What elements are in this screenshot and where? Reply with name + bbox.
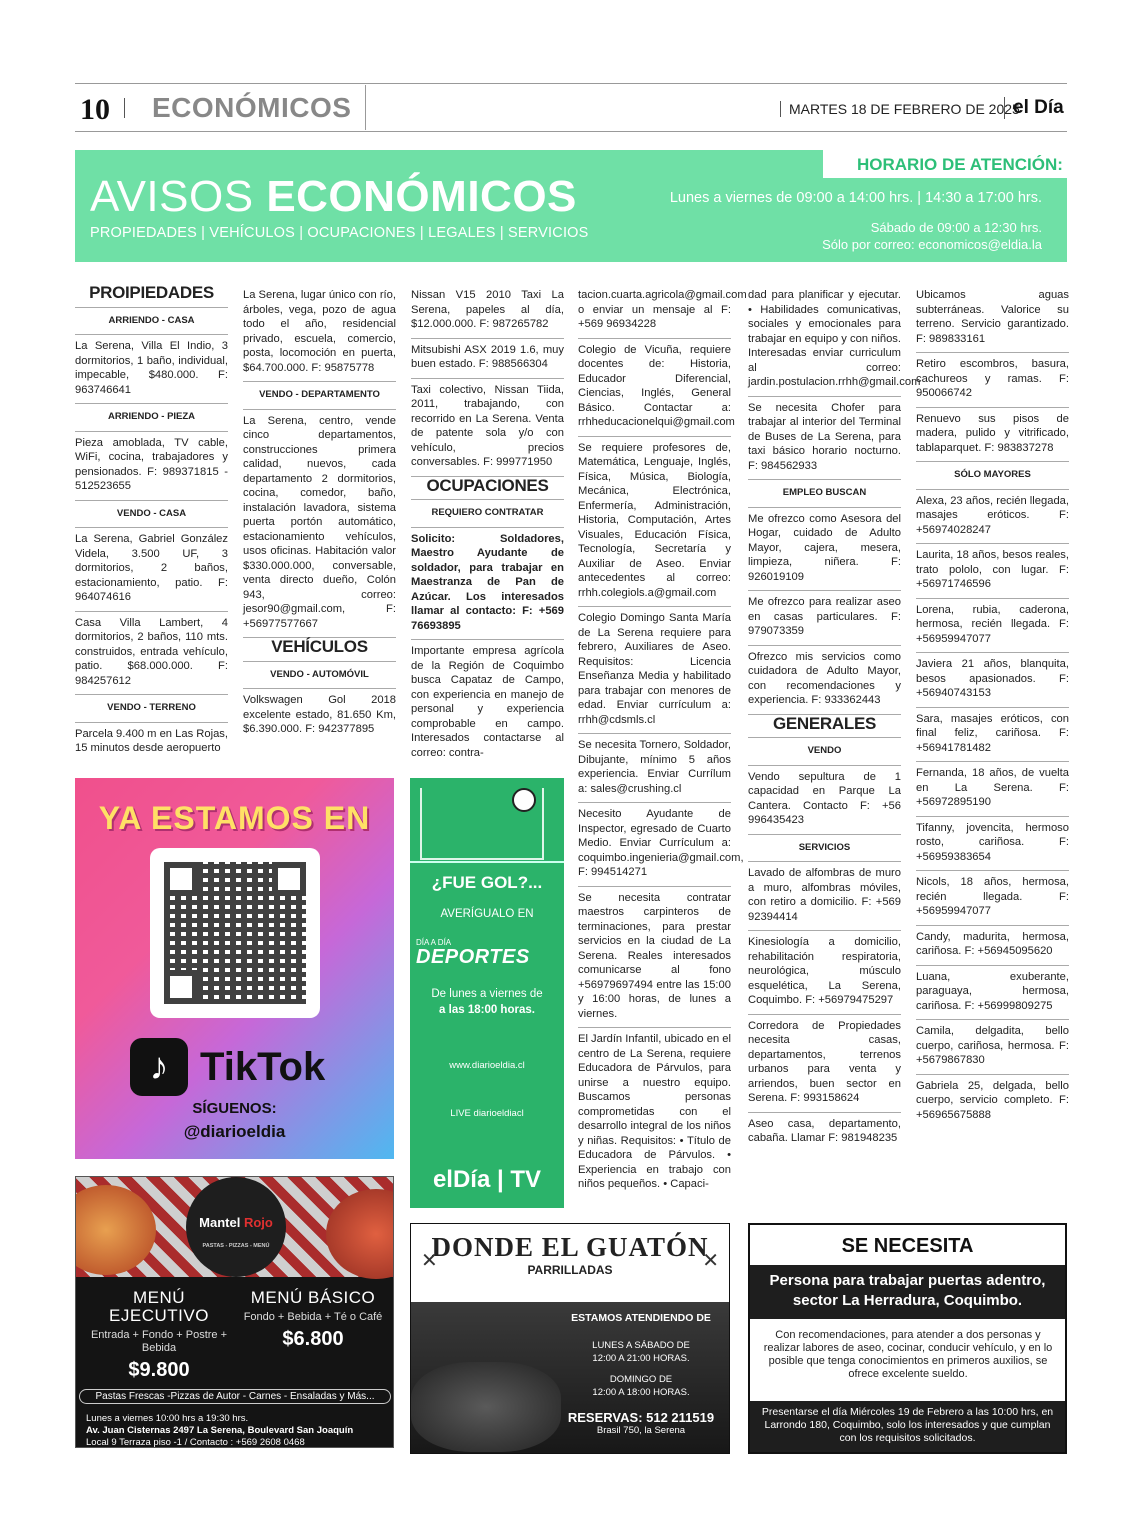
classified-ad: El Jardín Infantil, ubicado en el centro de La Serena, requiere Educadora de Párvulos, para unirse a nuestro equipo. Buscamos personas comprometidas con el desarrollo integral de los niños y niñas. Requisitos: • Título de Educadora de Párvulos. • Experiencia en trabajo con niños pequeños. • Capaci-	[578, 1033, 731, 1190]
subheading: SÓLO MAYORES	[916, 462, 1069, 490]
classified-ad: Nissan V15 2010 Taxi La Serena, papeles al día, $12.000.000. F: 987265782	[411, 284, 564, 339]
qr-finder	[164, 970, 198, 1004]
menu-desc: Entrada + Fondo + Postre + Bebida	[90, 1329, 228, 1354]
classified-ad: Retiro escombros, basura, cachureos y ramas. F: 950066742	[916, 353, 1069, 408]
classified-ad: Se requiere profesores de, Matemática, Lenguaje, Inglés, Física, Música, Biología, Mecánica, Electrónica, Enfermería, Administración, Historia, Computación, Artes Visuales, Educación Física, Tecnología, Secretaría y Auxiliar de Aseo. Enviar antecedentes al correo: rrhh.colegiols.a@gmail.com	[578, 437, 731, 608]
gol-schedule	[410, 986, 564, 1018]
gol-schedule-line: De lunes a viernes de	[431, 988, 543, 1000]
website-link[interactable]: www.diarioeldia.cl	[449, 1060, 525, 1071]
tiktok-handle[interactable]: @diarioeldia	[183, 1122, 286, 1141]
classified-ad: Volkswagen Gol 2018 excelente estado, 81.650 Km, $6.390.000. F: 942377895	[243, 694, 396, 735]
tiktok-ad[interactable]	[75, 778, 394, 1159]
classified-ad: Vendo sepultura de 1 capacidad en Parque La Cantera. Contacto F: +56 996435423	[748, 766, 901, 835]
classified-ad: La Serena, centro, vende cinco departamentos, construcciones primera calidad, nuevos, cada departamento 2 dormitorios, cocina, comedor, baño, instalación lavadora, sistema puerta portón automático, estacionamiento vehículos, usos oficinas. Habitación valor $330.000.000, conversable, venta directo dueño, Colón 943, correo: jesor90@gmail.com, F: +56977577667	[243, 410, 396, 639]
tiktok-headline: YA ESTAMOS EN	[98, 800, 371, 836]
subheading: VENDO - DEPARTAMENTO	[243, 382, 396, 410]
gol-find: AVERÍGUALO EN	[440, 908, 534, 920]
menu-title: MENÚ BÁSICO	[250, 1288, 376, 1307]
subheading: ARRIENDO - PIEZA	[75, 404, 228, 432]
classified-ad: dad para planificar y ejecutar. • Habilidades comunicativas, sociales y emocionales para trabajar en equipo y con niños. Interesadas enviar curriculum al correo: jardin.postulacion.rrhh@gmail.com	[748, 284, 901, 397]
classified-ad: Lorena, rubia, caderona, hermosa, recién llegada. F: +56959947077	[916, 599, 1069, 654]
classified-ad: Me ofrezco para realizar aseo en casas particulares. F: 979073359	[748, 591, 901, 646]
subheading: VENDO - CASA	[75, 501, 228, 529]
section-title: ECONÓMICOS	[152, 92, 352, 123]
heading-generales: GENERALES	[748, 715, 901, 739]
classified-ad: Se necesita Chofer para trabajar al interior del Terminal de Buses de La Serena, para taxi básico horario nocturno. F: 984562933	[748, 397, 901, 481]
hours-weekdays: Lunes a viernes de 09:00 a 14:00 hrs. | 14:30 a 17:00 hrs.	[669, 190, 1042, 206]
classified-ad: Camila, delgadita, bello cuerpo, cariñosa, hermosa. F: +5679867830	[916, 1020, 1069, 1075]
subheading: VENDO - TERRENO	[75, 695, 228, 723]
deportes-logo: DEPORTES	[416, 946, 530, 968]
subheading: VENDO - AUTOMÓVIL	[243, 662, 396, 690]
menu-basico	[238, 1289, 388, 1351]
banner-categories: PROPIEDADES | VEHÍCULOS | OCUPACIONES | LEGALES | SERVICIOS	[90, 225, 589, 241]
hours-line: 12:00 A 21:00 HORAS.	[592, 1353, 690, 1364]
mantel-hours: Lunes a viernes 10:00 hrs a 19:30 hrs.	[86, 1413, 249, 1424]
dia-a-dia-label: DÍA A DÍA	[416, 938, 452, 947]
mantel-contact: Local 9 Terraza piso -1 / Contacto : +569 2608 0468	[86, 1437, 305, 1448]
classified-ad: Necesito Ayudante de Inspector, egresado de Cuarto Medio. Enviar Currículum a: coquimbo.ingenieria@gmail.com, F: 994514271	[578, 803, 731, 887]
banner-title-light: AVISOS	[90, 172, 254, 221]
classified-ad: Fernanda, 18 años, de vuelta en La Serena. F: +56972895190	[916, 762, 1069, 817]
classified-ad: Kinesiología a domicilio, rehabilitación respiratoria, neurológica, músculo esquelética, La Serena, Coquimbo. F: +56979475297	[748, 931, 901, 1015]
classified-ad: tacion.cuarta.agricola@gmail.com o enviar un mensaje al F: +569 96934228	[578, 284, 731, 339]
menu-price: $9.800	[128, 1359, 190, 1381]
heading-vehiculos: VEHÍCULOS	[243, 638, 396, 662]
grill-photo	[411, 1302, 729, 1454]
email-only: Sólo por correo: economicos@eldia.la	[822, 237, 1042, 252]
header-rule	[75, 131, 1067, 132]
classified-ad: Luana, exuberante, paraguaya, hermosa, cariñosa. F: +56999809275	[916, 966, 1069, 1021]
classified-ad: Aseo casa, departamento, cabaña. Llamar F: 981948235	[748, 1117, 901, 1144]
facebook-live-link[interactable]: LIVE diarioeldiacl	[450, 1108, 524, 1119]
banner-title	[90, 172, 577, 222]
classified-ad: Alexa, 23 años, recién llegada, masajes eróticos. F: +56974028247	[916, 490, 1069, 545]
hours-line: LUNES A SÁBADO DE	[592, 1340, 690, 1351]
subheading: REQUIERO CONTRATAR	[411, 500, 564, 528]
classified-ad: Colegio Domingo Santa María de La Serena requiere para febrero, Auxiliares de Aseo. Requisitos: Licencia Enseñanza Media y habilitado para trabajar con menores de edad. Enviar currículum a: rrhh@cdsmls.cl	[578, 607, 731, 734]
logo-text: Mantel	[199, 1215, 244, 1230]
guaton-address: Brasil 750, la Serena	[596, 1425, 686, 1436]
qr-code[interactable]	[150, 848, 320, 1018]
guaton-info	[561, 1312, 721, 1437]
classified-ad: Importante empresa agrícola de la Región de Coquimbo busca Capataz de Campo, con experiencia en manejo de personal y experiencia comprobable en campo. Interesados contactarse al correo: contra-	[411, 645, 564, 759]
classified-ad: Javiera 21 años, blanquita, besos apasionados. F: +56940743153	[916, 653, 1069, 708]
classified-ad: Pieza amoblada, TV cable, WiFi, cocina, trabajadores y pensionados. F: 989371815 - 512523655	[75, 432, 228, 501]
issue-date: MARTES 18 DE FEBRERO DE 2025	[780, 101, 1020, 117]
menu-title: MENÚ EJECUTIVO	[109, 1288, 209, 1325]
column-1	[75, 284, 228, 762]
soccer-goal-graphic	[410, 778, 564, 863]
classified-ad: La Serena, Gabriel González Videla, 3.500 UF, 3 dormitorios, 2 baños, estacionamiento, patio. F: 964074616	[75, 528, 228, 612]
divider	[365, 85, 366, 130]
classified-ad: Se necesita Tornero, Soldador, Dibujante, mínimo 5 años experiencia. Enviar Currílum a: sales@crushing.cl	[578, 734, 731, 803]
se-necesita-footer: Presentarse el día Miércoles 19 de Febrero a las 10:00 hrs, en Larrondo 180, Coquimbo, solo los interesados y que cumplan con los requisitos solicitados.	[750, 1401, 1065, 1454]
classified-ad: Ubicamos aguas subterráneas. Valorice su terreno. Servicio garantizado. F: 989833161	[916, 284, 1069, 353]
classified-ad: Casa Villa Lambert, 4 dormitorios, 2 baños, 110 mts. construidos, entrada vehículo, patio. $68.000.000. F: 984257612	[75, 612, 228, 696]
mantel-footer	[86, 1413, 353, 1448]
se-necesita-band: Persona para trabajar puertas adentro, sector La Herradura, Coquimbo.	[750, 1265, 1065, 1319]
se-necesita-title: SE NECESITA	[841, 1235, 974, 1257]
hours-saturday: Sábado de 09:00 a 12:30 hrs.	[870, 220, 1042, 235]
top-rule	[75, 83, 1067, 84]
hours-line: DOMINGO DE	[609, 1374, 673, 1385]
reservas[interactable]: RESERVAS: 512 211519	[567, 1410, 715, 1425]
tiktok-name: TikTok	[200, 1044, 326, 1089]
pastas-strip: Pastas Frescas -Pizzas de Autor - Carnes - Ensaladas y Más...	[79, 1389, 391, 1404]
soccer-ball-icon	[512, 788, 536, 812]
qr-finder	[272, 862, 306, 896]
classified-ad: Parcela 9.400 m en Las Rojas, 15 minutos desde aeropuerto	[75, 727, 228, 754]
eldia-tv-logo: elDía | TV	[432, 1166, 542, 1193]
divider	[124, 98, 125, 118]
classified-ad: Sara, masajes eróticos, con final feliz, cariñosa. F: +56941781482	[916, 708, 1069, 763]
gol-question: ¿FUE GOL?...	[431, 873, 543, 892]
classified-ad: Ofrezco mis servicios como cuidadora de Adulto Mayor, con recomendaciones y experiencia. F: 933362443	[748, 646, 901, 715]
column-2	[243, 284, 396, 743]
tiktok-brand	[130, 1038, 325, 1096]
qr-finder	[164, 862, 198, 896]
menu-price: $6.800	[282, 1328, 344, 1350]
column-4	[578, 284, 747, 1198]
se-necesita-ad	[748, 1223, 1067, 1454]
guaton-header	[411, 1224, 729, 1302]
follow-label: SÍGUENOS:	[192, 1100, 277, 1117]
classified-ad: Nicols, 18 años, hermosa, recién llegada. F: +56959947077	[916, 871, 1069, 926]
classified-ad: Laurita, 18 años, besos reales, trato pololo, con lugar. F: +56971746596	[916, 544, 1069, 599]
page-number: 10	[80, 93, 110, 126]
tiktok-icon: ♪	[130, 1038, 188, 1096]
banner-title-bold: ECONÓMICOS	[266, 172, 577, 221]
heading-ocupaciones: OCUPACIONES	[411, 477, 564, 501]
crossed-utensils-icon: ✕	[421, 1250, 438, 1272]
classified-ad: Me ofrezco como Asesora del Hogar, cuidado de Adulto Mayor, cajera, mesera, limpieza, niñera. F: 926019109	[748, 508, 901, 592]
classified-ad: Se necesita contratar maestros carpinteros de terminaciones, para prestar servicios en la ciudad de La Serena. Reales interesados comunicarse al fono +56979697494 entre las 15:00 y 16:00 horas, de lunes a viernes.	[578, 887, 731, 1029]
classified-ad: Taxi colectivo, Nissan Tiida, 2011, trabajando, con recorrido en La Serena. Venta de patente sola y/o con vehículo, precios conversables. F: 999771950	[411, 379, 564, 477]
logo-text-red: Rojo	[243, 1215, 273, 1230]
avisos-banner	[75, 150, 1067, 262]
classified-ad: Lavado de alfombras de muro a muro, alfombras móviles, con retiro a domicilio. F: +569 92394414	[748, 862, 901, 931]
classified-ad: Candy, madurita, hermosa, cariñosa. F: +56945095620	[916, 926, 1069, 966]
classified-ad: La Serena, Villa El Indio, 3 dormitorios, 1 baño, individual, impecable, $480.000. F: 963746641	[75, 335, 228, 404]
guaton-sub: PARRILLADAS	[527, 1263, 613, 1277]
classified-ad: La Serena, lugar único con río, árboles, vega, pozo de agua todo el año, residencial privado, escuela, comercio, posta, locomoción en puerta, $64.700.000. F: 95875778	[243, 284, 396, 382]
mantel-address: Av. Juan Cisternas 2497 La Serena, Boulevard San Joaquín	[86, 1425, 354, 1436]
qr-pattern	[164, 862, 306, 1004]
brand-logo: el Día	[1004, 97, 1064, 119]
column-5	[748, 284, 921, 1152]
mantel-rojo-ad[interactable]	[75, 1176, 394, 1448]
classified-ad: Solicito: Soldadores, Maestro Ayudante de soldador, para trabajar en Maestranza de Pan de Azúcar. Los interesados llamar al contacto: F: +569 76693895	[411, 528, 564, 641]
subheading: SERVICIOS	[748, 835, 901, 863]
menu-ejecutivo	[84, 1289, 234, 1382]
logo-tagline: PASTAS - PIZZAS - MENÚ	[202, 1243, 270, 1249]
hours-title: HORARIO DE ATENCIÓN:	[857, 155, 1063, 174]
gol-schedule-line: a las 18:00 horas.	[439, 1004, 535, 1016]
hours-line: 12:00 A 18:00 HORAS.	[592, 1387, 690, 1398]
subheading: VENDO	[748, 738, 901, 766]
classified-ad: Gabriela 25, delgada, bello cuerpo, servicio completo. F: +56965675888	[916, 1079, 1069, 1121]
crossed-utensils-icon: ✕	[702, 1250, 719, 1272]
column-3	[411, 284, 564, 766]
deportes-ad[interactable]	[410, 778, 564, 1208]
classified-ad: Mitsubishi ASX 2019 1.6, muy buen estado. F: 988566304	[411, 339, 564, 379]
se-necesita-body: Con recomendaciones, para atender a dos personas y realizar labores de aseo, cocinar, conducir vehículo, y en lo posible que tenga conocimientos en primeros auxilios, se ofrece excelente sueldo.	[763, 1329, 1053, 1380]
menu-desc: Fondo + Bebida + Té o Café	[243, 1311, 383, 1323]
classified-ad: Colegio de Vicuña, requiere docentes de: Historia, Educador Diferencial, Ciencias, Inglés, General Básico. Contactar a: rrhheducacionelqui@gmail.com	[578, 339, 731, 437]
mantel-rojo-logo	[186, 1177, 286, 1277]
subheading: ARRIENDO - CASA	[75, 308, 228, 336]
subheading: EMPLEO BUSCAN	[748, 480, 901, 508]
classified-ad: Corredora de Propiedades necesita casas, departamentos, terrenos urbanos para venta y arriendos, buen sector en Serena. F: 993158624	[748, 1015, 901, 1113]
guaton-name: DONDE EL GUATÓN	[431, 1232, 709, 1262]
donde-el-guaton-ad[interactable]	[410, 1223, 730, 1454]
heading-propiedades: PROIPIEDADES	[75, 284, 228, 308]
column-6	[916, 284, 1069, 1128]
classified-ad: Renuevo sus pisos de madera, pulido y vitrificado, tablaparquet. F: 983837278	[916, 408, 1069, 463]
classified-ad: Tifanny, jovencita, hermoso rosto, cariñosa. F: +56959383654	[916, 817, 1069, 872]
attending-label: ESTAMOS ATENDIENDO DE	[571, 1312, 711, 1324]
